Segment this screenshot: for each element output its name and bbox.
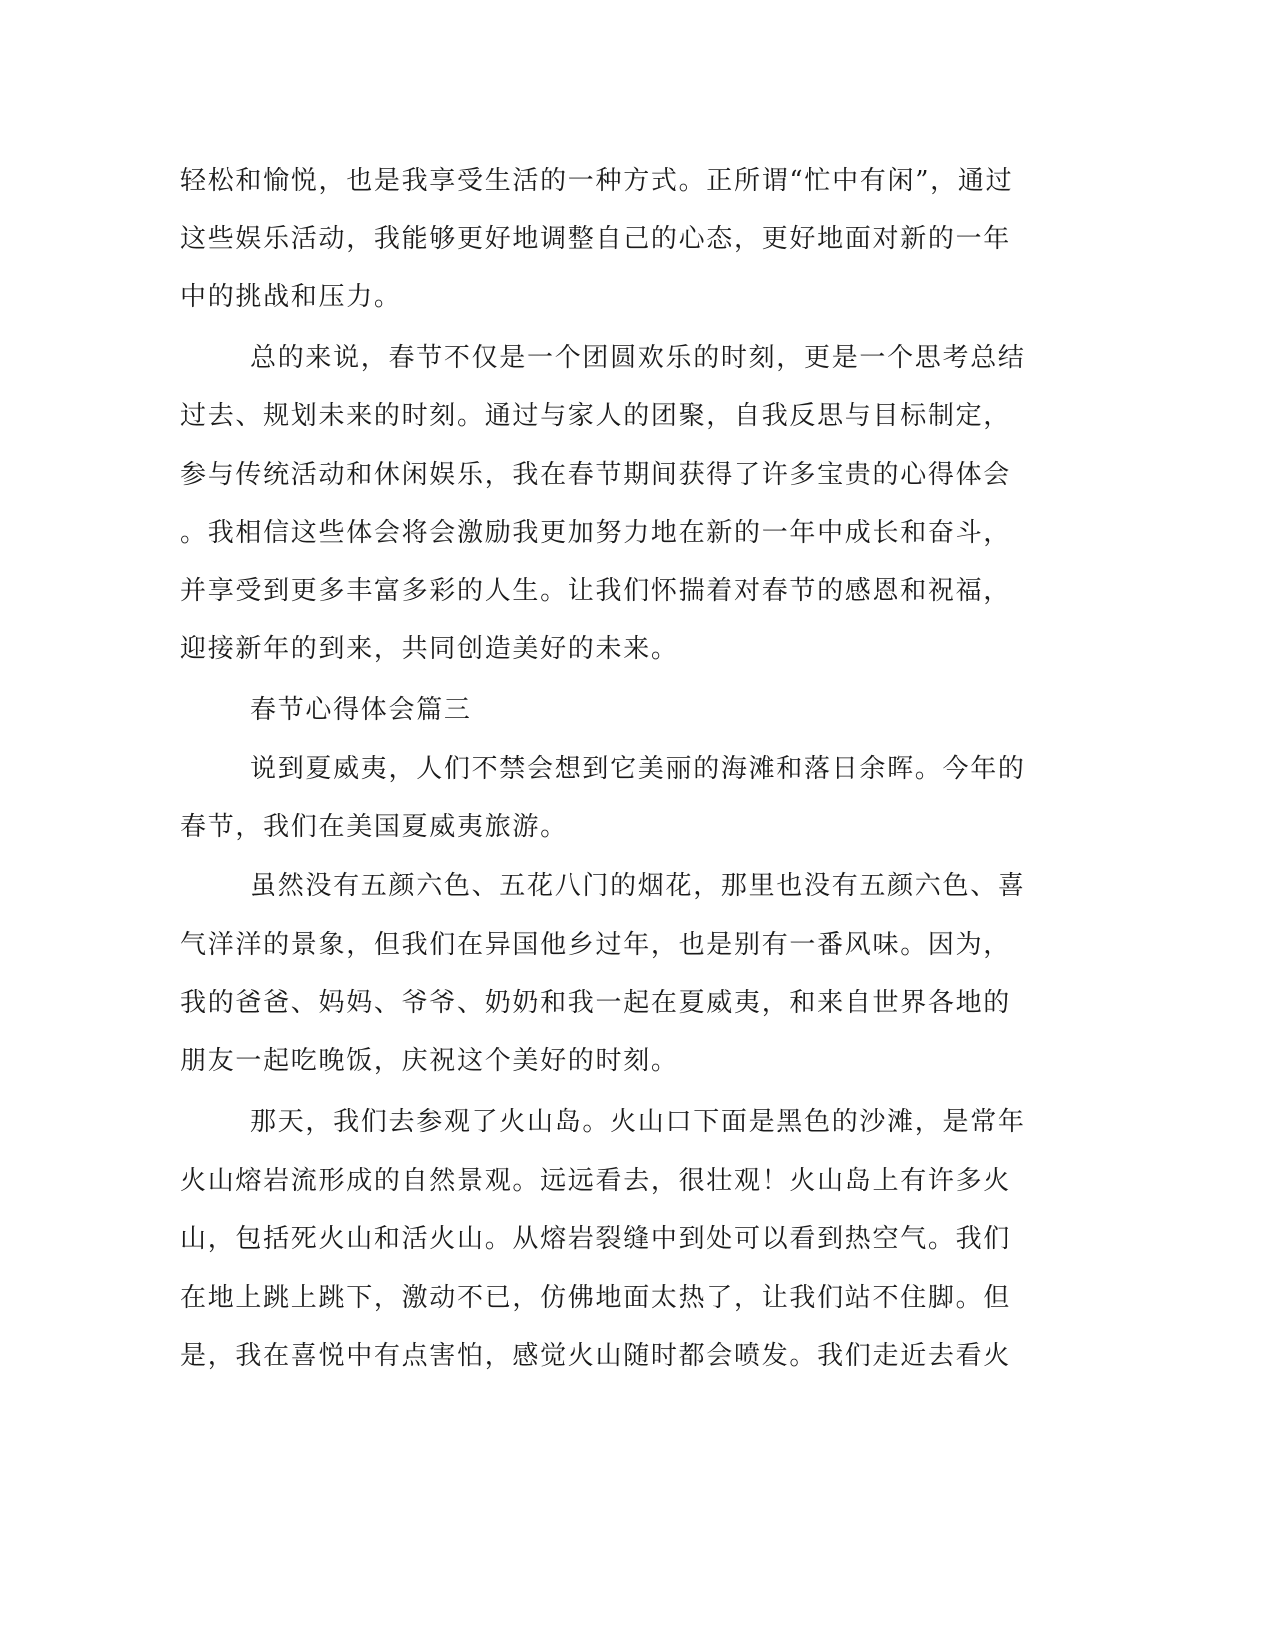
text-line: 参与传统活动和休闲娱乐，我在春节期间获得了许多宝贵的心得体会 — [180, 460, 1012, 490]
text-line: 这些娱乐活动，我能够更好地调整自己的心态，更好地面对新的一年 — [180, 224, 1012, 254]
text-line: 火山熔岩流形成的自然景观。远远看去，很壮观！火山岛上有许多火 — [180, 1166, 1012, 1196]
text-line: 是，我在喜悦中有点害怕，感觉火山随时都会喷发。我们走近去看火 — [180, 1341, 1012, 1371]
section-heading: 春节心得体会篇三 — [250, 695, 472, 725]
text-line: 气洋洋的景象，但我们在异国他乡过年，也是别有一番风味。因为， — [180, 930, 1012, 960]
text-line: 轻松和愉悦，也是我享受生活的一种方式。正所谓“忙中有闲”，通过 — [180, 166, 1014, 196]
paragraph-start-line: 那天，我们去参观了火山岛。火山口下面是黑色的沙滩，是常年 — [250, 1107, 1026, 1137]
text-line: 。我相信这些体会将会激励我更加努力地在新的一年中成长和奋斗， — [180, 518, 1012, 548]
text-line: 我的爸爸、妈妈、爷爷、奶奶和我一起在夏威夷，和来自世界各地的 — [180, 988, 1012, 1018]
paragraph-start-line: 虽然没有五颜六色、五花八门的烟花，那里也没有五颜六色、喜 — [250, 871, 1026, 901]
text-line: 在地上跳上跳下，激动不已，仿佛地面太热了，让我们站不住脚。但 — [180, 1283, 1012, 1313]
text-line: 迎接新年的到来，共同创造美好的未来。 — [180, 634, 679, 664]
text-line: 中的挑战和压力。 — [180, 282, 402, 312]
text-line: 并享受到更多丰富多彩的人生。让我们怀揣着对春节的感恩和祝福， — [180, 576, 1012, 606]
text-line: 朋友一起吃晚饭，庆祝这个美好的时刻。 — [180, 1046, 679, 1076]
text-line: 山，包括死火山和活火山。从熔岩裂缝中到处可以看到热空气。我们 — [180, 1224, 1012, 1254]
text-line: 春节，我们在美国夏威夷旅游。 — [180, 812, 568, 842]
paragraph-start-line: 说到夏威夷，人们不禁会想到它美丽的海滩和落日余晖。今年的 — [250, 754, 1026, 784]
text-line: 过去、规划未来的时刻。通过与家人的团聚，自我反思与目标制定， — [180, 401, 1012, 431]
paragraph-start-line: 总的来说，春节不仅是一个团圆欢乐的时刻，更是一个思考总结 — [250, 343, 1026, 373]
